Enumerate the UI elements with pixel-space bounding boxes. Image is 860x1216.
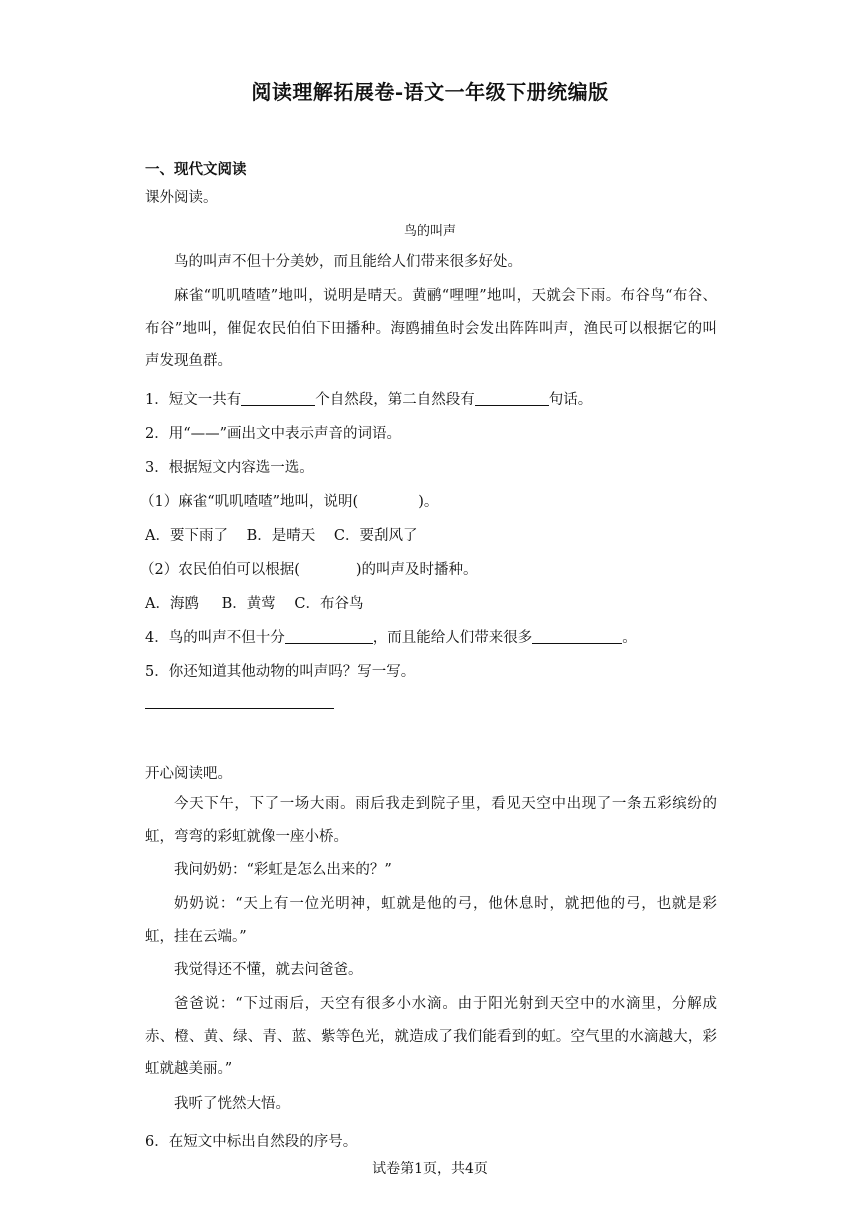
question-3: 3．根据短文内容选一选。 <box>145 460 314 476</box>
question-text: ，而且能给人们带来很多 <box>372 630 533 646</box>
passage-paragraph: 鸟的叫声不但十分美妙，而且能给人们带来很多好处。 <box>174 254 522 270</box>
section-intro: 课外阅读。 <box>145 190 218 206</box>
section-heading: 一、现代文阅读 <box>145 161 247 178</box>
passage-paragraph: 今天下午，下了一场大雨。雨后我走到院子里，看见天空中出现了一条五彩缤纷的虹，弯弯的彩虹就像一座小桥。 <box>145 796 717 845</box>
option[interactable]: C．布谷鸟 <box>294 596 364 612</box>
question-6: 6．在短文中标出自然段的序号。 <box>145 1134 358 1150</box>
option[interactable]: B．是晴天 <box>246 528 316 544</box>
question-text: （1）麻雀“叽叽喳喳”地叫，说明( <box>140 494 359 510</box>
page-title: 阅读理解拓展卷-语文一年级下册统编版 <box>251 80 609 104</box>
question-2: 2．用“——”画出文中表示声音的词语。 <box>145 426 402 442</box>
question-text: 4．鸟的叫声不但十分 <box>145 630 285 646</box>
passage-paragraph: 我觉得还不懂，就去问爸爸。 <box>174 962 363 978</box>
answer-blank[interactable] <box>475 391 549 406</box>
question-5: 5．你还知道其他动物的叫声吗？写一写。 <box>145 664 416 680</box>
question-3-1 <box>140 490 438 511</box>
passage-paragraph: 爸爸说：“下过雨后，天空有很多小水滴。由于阳光射到天空中的水滴里，分解成赤、橙、黄、绿、青、蓝、紫等色光，就造成了我们能看到的虹。空气里的水滴越大，彩虹就越美丽。” <box>145 996 717 1077</box>
option[interactable]: A．海鸥 <box>145 596 199 612</box>
question-4 <box>145 626 637 647</box>
passage-paragraph: 奶奶说：“天上有一位光明神，虹就是他的弓，他休息时，就把他的弓，也就是彩虹，挂在云端。” <box>145 896 717 945</box>
question-text: 。 <box>622 630 637 646</box>
passage-paragraph: 我问奶奶：“彩虹是怎么出来的？” <box>174 862 392 878</box>
option[interactable]: B．黄莺 <box>221 596 276 612</box>
question-text: 句话。 <box>548 392 593 408</box>
question-1 <box>145 388 592 409</box>
answer-blank[interactable] <box>285 629 373 644</box>
page-footer: 试卷第1页，共4页 <box>372 1161 488 1177</box>
question-text: （2）农民伯伯可以根据( <box>140 562 300 578</box>
option[interactable]: A．要下雨了 <box>145 528 228 544</box>
section-intro: 开心阅读吧。 <box>145 766 232 782</box>
passage-title: 鸟的叫声 <box>403 224 456 239</box>
question-3-2 <box>140 558 478 579</box>
passage-paragraph: 我听了恍然大悟。 <box>174 1096 290 1112</box>
answer-blank[interactable] <box>532 629 622 644</box>
question-text: 1．短文一共有 <box>145 392 242 408</box>
question-text: )。 <box>418 494 439 510</box>
passage-paragraph: 麻雀“叽叽喳喳”地叫，说明是晴天。黄鹂“哩哩”地叫，天就会下雨。布谷鸟“布谷、布谷”地叫，催促农民伯伯下田播种。海鸥捕鱼时会发出阵阵叫声，渔民可以根据它的叫声发现鱼群。 <box>145 288 717 369</box>
answer-blank[interactable] <box>241 391 315 406</box>
options-3-1 <box>145 524 431 545</box>
answer-line[interactable] <box>145 708 334 709</box>
question-text: 个自然段，第二自然段有 <box>315 392 475 408</box>
options-3-2 <box>145 592 377 613</box>
question-text: )的叫声及时播种。 <box>355 562 478 578</box>
option[interactable]: C．要刮风了 <box>333 528 418 544</box>
